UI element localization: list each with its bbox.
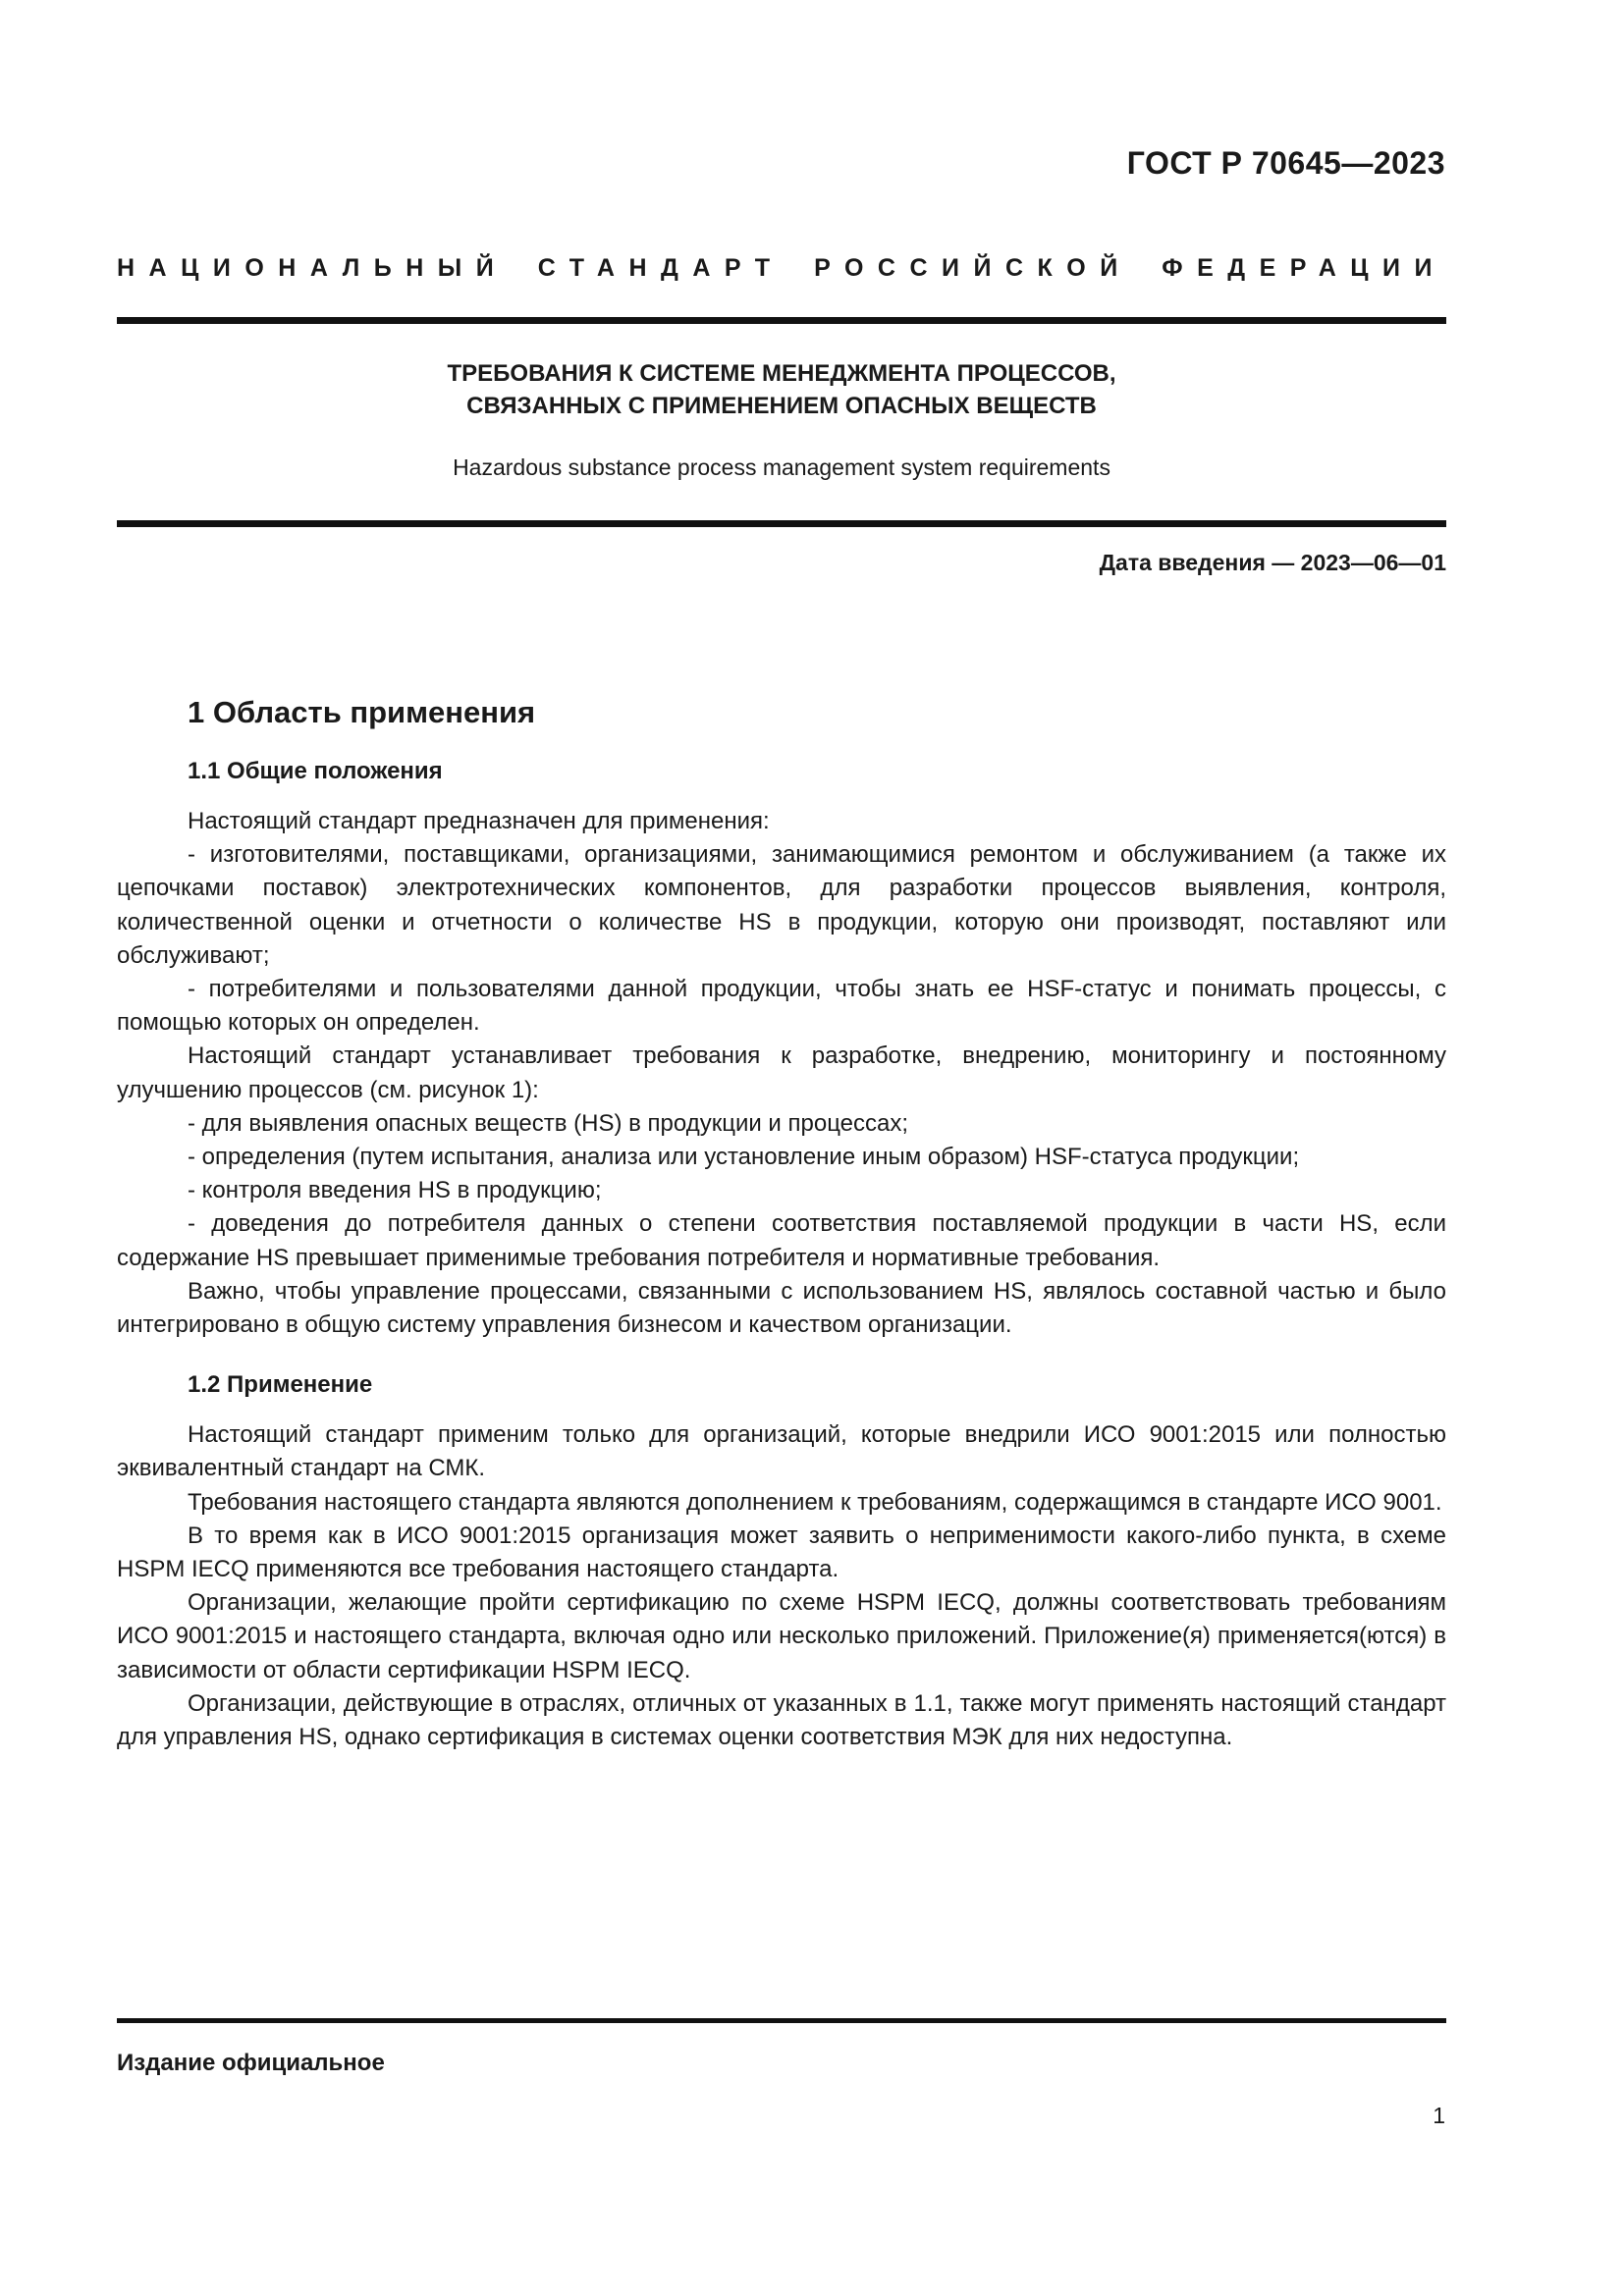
footer-rule (117, 2018, 1446, 2023)
list-item: - контроля введения HS в продукцию; (188, 1177, 602, 1204)
list-item: - потребителями и пользователями данной продукции, чтобы знать ее HSF-статус и понимать процессы, с помощью которых он определен. (117, 976, 1446, 1037)
section-1-2-heading: 1.2 Применение (188, 1371, 373, 1399)
paragraph: Организации, желающие пройти сертификацию по схеме HSPM IECQ, должны соответствовать требованиям ИСО 9001:2015 и настоящего стандарта, включая одно или несколько приложений. Приложение(я) применяется(ются) в зависимости от области сертификации HSPM IECQ. (117, 1589, 1446, 1683)
document-title-line-2: СВЯЗАННЫХ С ПРИМЕНЕНИЕМ ОПАСНЫХ ВЕЩЕСТВ (466, 393, 1097, 419)
list-item: - доведения до потребителя данных о степени соответствия поставляемой продукции в части HS, если содержание HS превышает применимые требования потребителя и нормативные требования. (117, 1210, 1446, 1271)
document-title-ru (117, 357, 1446, 422)
section-1-heading: 1 Область применения (188, 695, 536, 729)
paragraph: Организации, действующие в отраслях, отличных от указанных в 1.1, также могут применять настоящий стандарт для управления HS, однако сертификация в системах оценки соответствия МЭК для них недоступна. (117, 1689, 1446, 1751)
paragraph: В то время как в ИСО 9001:2015 организация может заявить о неприменимости какого-либо пункта, в схеме HSPM IECQ применяются все требования настоящего стандарта. (117, 1522, 1446, 1583)
page-number: 1 (1433, 2103, 1445, 2128)
national-standard-title: НАЦИОНАЛЬНЫЙ СТАНДАРТ РОССИЙСКОЙ ФЕДЕРАЦИИ (117, 254, 1446, 282)
paragraph: Важно, чтобы управление процессами, связанными с использованием HS, являлось составной частью и было интегрировано в общую систему управления бизнесом и качеством организации. (117, 1277, 1446, 1339)
list-item: - определения (путем испытания, анализа или установление иным образом) HSF-статуса продукции; (188, 1144, 1300, 1171)
paragraph: Требования настоящего стандарта являются дополнением к требованиям, содержащимся в стандарте ИСО 9001. (188, 1488, 1442, 1516)
document-title-line-1: ТРЕБОВАНИЯ К СИСТЕМЕ МЕНЕДЖМЕНТА ПРОЦЕССОВ, (447, 360, 1116, 387)
section-1-1-heading: 1.1 Общие положения (188, 758, 443, 784)
paragraph: Настоящий стандарт устанавливает требования к разработке, внедрению, мониторингу и постоянному улучшению процессов (см. рисунок 1): (117, 1042, 1446, 1103)
official-edition-label: Издание официальное (117, 2050, 385, 2076)
list-item: - для выявления опасных веществ (HS) в продукции и процессах; (188, 1109, 909, 1137)
top-rule (117, 317, 1446, 324)
paragraph: Настоящий стандарт предназначен для применения: (188, 808, 770, 834)
spacer (117, 1342, 1446, 1369)
introduction-date: Дата введения — 2023—06—01 (1099, 550, 1446, 575)
list-item: - изготовителями, поставщиками, организациями, занимающимися ремонтом и обслуживанием (а также их цепочками поставок) электротехнических компонентов, для разработки процессов выявления, контроля, количественной оценки и отчетности о количестве HS в продукции, которую они производят, поставляют или обслуживают; (117, 841, 1446, 969)
gost-number: ГОСТ Р 70645—2023 (1126, 145, 1445, 181)
title-bottom-rule (117, 520, 1446, 527)
document-title-en: Hazardous substance process management system requirements (453, 454, 1110, 480)
main-content (117, 693, 1446, 1754)
paragraph: Настоящий стандарт применим только для организаций, которые внедрили ИСО 9001:2015 или полностью эквивалентный стандарт на СМК. (117, 1421, 1446, 1482)
